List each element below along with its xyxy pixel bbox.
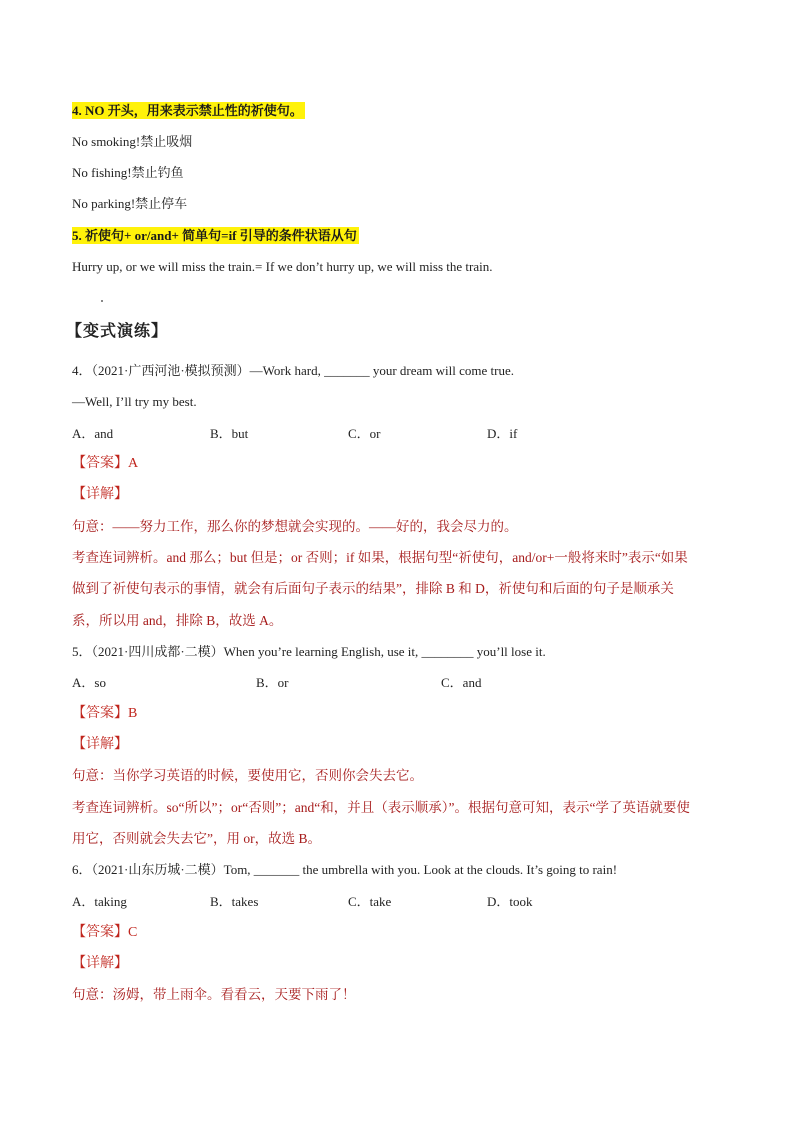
question-5-stem: 5．（2021·四川成都·二模）When you’re learning English, use it, ________ you’ll lose it. <box>72 644 546 659</box>
stray-dot <box>101 300 103 302</box>
question-5-option-c: C．and <box>441 675 482 690</box>
answer-label: 【答案】 <box>72 706 128 721</box>
question-4-option-a: A．and <box>72 426 114 441</box>
question-6-option-a: A．taking <box>72 894 127 909</box>
highlighted-heading: 4. NO 开头，用来表示禁止性的祈使句。 <box>72 103 303 118</box>
question-5-option-b: B．or <box>256 675 289 690</box>
question-4-explain-line-1: 考查连词辨析。and 那么；but 但是；or 否则；if 如果，根据句型“祈使句，and/or+一般将来时”表示“如果 <box>72 550 688 565</box>
question-5-explain-line-2: 用它，否则就会失去它”，用 or，故选 B。 <box>72 831 321 846</box>
question-5-answer <box>72 705 137 723</box>
example-no-parking: No parking!禁止停车 <box>72 196 188 211</box>
question-4-stem: 4．（2021·广西河池·模拟预测）—Work hard, _______ your dream will come true. <box>72 363 514 378</box>
question-4-option-b: B．but <box>210 426 249 441</box>
question-4-option-c: C．or <box>348 426 381 441</box>
question-5-option-a: A．so <box>72 675 106 690</box>
question-4-reply: —Well, I’ll try my best. <box>72 394 197 409</box>
question-6-stem: 6．（2021·山东历城·二模）Tom, _______ the umbrella with you. Look at the clouds. It’s going to rain! <box>72 862 618 877</box>
section-title: 【变式演练】 <box>66 323 169 340</box>
note-point-5 <box>72 227 359 245</box>
question-4-detail-label: 【详解】 <box>72 487 128 502</box>
question-4-explain-line-2: 做到了祈使句表示的事情，就会有后面句子表示的结果”，排除 B 和 D，祈使句和后面的句子是顺承关 <box>72 581 674 596</box>
question-6-option-d: D．took <box>487 894 533 909</box>
note-point-4 <box>72 102 305 120</box>
question-6-detail-label: 【详解】 <box>72 956 128 971</box>
question-6-option-c: C．take <box>348 894 392 909</box>
question-4-meaning: 句意：——努力工作，那么你的梦想就会实现的。——好的，我会尽力的。 <box>72 519 518 534</box>
question-6-meaning: 句意：汤姆，带上雨伞。看看云，天要下雨了！ <box>72 987 356 1002</box>
question-5-detail-label: 【详解】 <box>72 737 128 752</box>
question-4-answer <box>72 455 138 473</box>
question-6-option-b: B．takes <box>210 894 259 909</box>
example-hurry-up: Hurry up, or we will miss the train.= If we don’t hurry up, we will miss the train. <box>72 259 493 274</box>
example-no-fishing: No fishing!禁止钓鱼 <box>72 165 184 180</box>
question-5-meaning: 句意：当你学习英语的时候，要使用它，否则你会失去它。 <box>72 768 423 783</box>
question-6-answer <box>72 924 137 942</box>
question-4-option-d: D．if <box>487 426 518 441</box>
question-5-explain-line-1: 考查连词辨析。so“所以”；or“否则”；and“和，并且（表示顺承）”。根据句意可知，表示“学了英语就要使 <box>72 800 690 815</box>
question-4-explain-line-3: 系，所以用 and，排除 B，故选 A。 <box>72 613 283 628</box>
answer-value: B <box>128 706 138 721</box>
answer-value: C <box>128 925 138 940</box>
example-no-smoking: No smoking!禁止吸烟 <box>72 134 193 149</box>
answer-value: A <box>128 456 139 471</box>
highlighted-heading: 5. 祈使句+ or/and+ 简单句=if 引导的条件状语从句 <box>72 228 357 243</box>
answer-label: 【答案】 <box>72 925 128 940</box>
answer-label: 【答案】 <box>72 456 128 471</box>
